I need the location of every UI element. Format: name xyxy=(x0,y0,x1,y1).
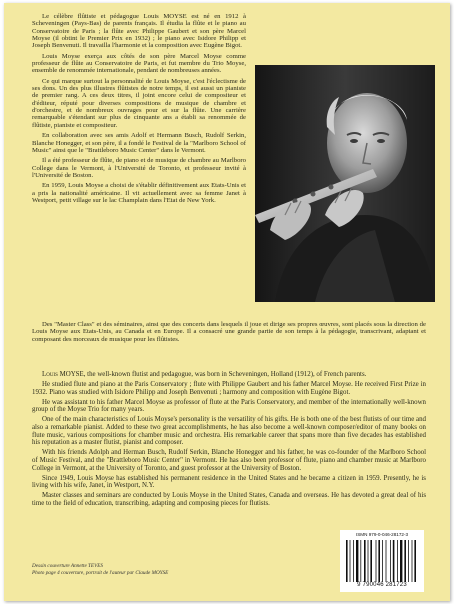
english-paragraph: Master classes and seminars are conducted by Louis Moyse in the United States, Canada and overseas. He has devoted a great deal of his time to the field of education, transcribing, adapting and composing pieces for flutists. xyxy=(32,492,426,507)
english-paragraph: Louis MOYSE, the well-known flutist and pedagogue, was born in Scheveningen, Holland (1912), of French parents. xyxy=(42,371,367,378)
french-paragraph: Il a été professeur de flûte, de piano et de musique de chambre au Marlboro College dans le Vermont, à l'Université de Toronto, et professeur invité à l'Université de Boston. xyxy=(32,157,246,179)
english-paragraph: He was assistant to his father Marcel Moyse as professor of flute at the Paris Conservatory, and member of the internationally well-known group of the Moyse Trio for many years. xyxy=(32,398,426,414)
french-paragraph: En 1959, Louis Moyse a choisi de s'établir définitivement aux Etats-Unis et a pris la nationalité américaine. Il vit actuellement avec sa femme Janet à Westport, petit village sur le lac Champlain dans l'Etat de New York. xyxy=(32,182,246,204)
french-closing-paragraph xyxy=(32,321,426,343)
english-biography xyxy=(32,371,426,510)
french-paragraph: En collaboration avec ses amis Adolf et Hermann Busch, Rudolf Serkin, Blanche Honegger, et son père, il a fondé le Festival de la "Marlboro School of Music" ainsi que le "Brattleboro Music Center" dans le Vermont. xyxy=(32,132,246,154)
photo-credit: Photo page 4 couverture, portrait de l'auteur par Claude MOYSE xyxy=(32,570,169,576)
cover-drawing-credit: Dessin couverture Annette TEVES xyxy=(32,563,104,569)
author-name: Louis MOYSE xyxy=(42,371,84,378)
ismn-label: ISMN 979-0-046-28172-3 xyxy=(355,532,409,537)
barcode-number: 9 790046 281723 xyxy=(357,582,407,588)
french-paragraph: Ce qui marque surtout la personnalité de Louis Moyse, c'est l'éclectisme de ses dons. Un des plus illustres flûtistes de notre temps, il est aussi un pianiste de premier rang. A ces deux titres, il joint encore celui de compositeur et d'éditeur, réputé pour diverses compositions de musique de chambre et d'orchestre, et de nombreux ouvrages pour et sur la flûte. Une carrière remarquable s'étendant sur plus de cinquante ans a établi sa renommée de flûtiste, pianiste et compositeur. xyxy=(32,77,246,129)
french-paragraph: Des "Master Class" et des séminaires, ainsi que des concerts dans lesquels il joue et dirige ses propres œuvres, sont placés sous la direction de Louis Moyse aux Etats-Unis, au Canada et en Europe. Il a consacré une grande partie de son temps à la pédagogie, transcrivant, adaptant et composant des morceaux de musique pour les flûtistes. xyxy=(32,321,426,343)
french-biography-column xyxy=(32,13,246,207)
english-paragraph: With his friends Adolph and Herman Busch, Rudolf Serkin, Blanche Honegger and his father, he was co-founder of the Marlboro School of Music Festival, and the "Brattleboro Music Center" in Vermont. He has also been professor of flute, piano and chamber music at Marlboro College in Vermont, at the University of Toronto, and guest professor at the University of Boston. xyxy=(32,449,426,472)
back-cover-page xyxy=(4,3,450,601)
french-paragraph: Louis Moyse exerça aux côtés de son père Marcel Moyse comme professeur de flûte au Conservatoire de Paris, et fut membre du Trio Moyse, ensemble de renommée internationale, pendant de nombreuses années. xyxy=(32,52,246,75)
english-paragraph: He studied flute and piano at the Paris Conservatory ; flute with Philippe Gaubert and his father Marcel Moyse. He received First Prize in 1932. Piano was studied with Isidore Philipp and Joseph Benvenuti ; harmony and composition with Eugène Bigot. xyxy=(32,381,426,396)
barcode-box xyxy=(340,530,424,592)
barcode-bars xyxy=(346,540,418,582)
author-portrait-photo xyxy=(255,65,435,302)
english-paragraph: One of the main characteristics of Louis Moyse's personality is the versatility of his gifts. He is both one of the best flutists of our time and also a remarkable pianist. Added to these two great accomplishments, he has also become a well-known composer/editor of many books on flute music, various compositions for chamber music and orchestra. His remarkable career that spans more than five decades has established his reputation as a master flutist, pianist and composer. xyxy=(32,416,426,447)
english-paragraph: Since 1949, Louis Moyse has established his permanent residence in the United States and he became a citizen in 1959. Presently, he is living with his wife, Janet, in Westport, N.Y. xyxy=(32,474,426,490)
french-paragraph: Le célèbre flûtiste et pédagogue Louis MOYSE est né en 1912 à Scheveningen (Pays-Bas) de parents français. Il étudia la flûte et le piano au Conservatoire de Paris ; la flûte avec Philippe Gaubert et son père Marcel Moyse (il obtint le Premier Prix en 1932) ; le piano avec Isidore Philipp et Joseph Benvenuti. Il travailla l'harmonie et la composition avec Eugène Bigot. xyxy=(32,13,246,50)
image-credits xyxy=(32,563,282,577)
